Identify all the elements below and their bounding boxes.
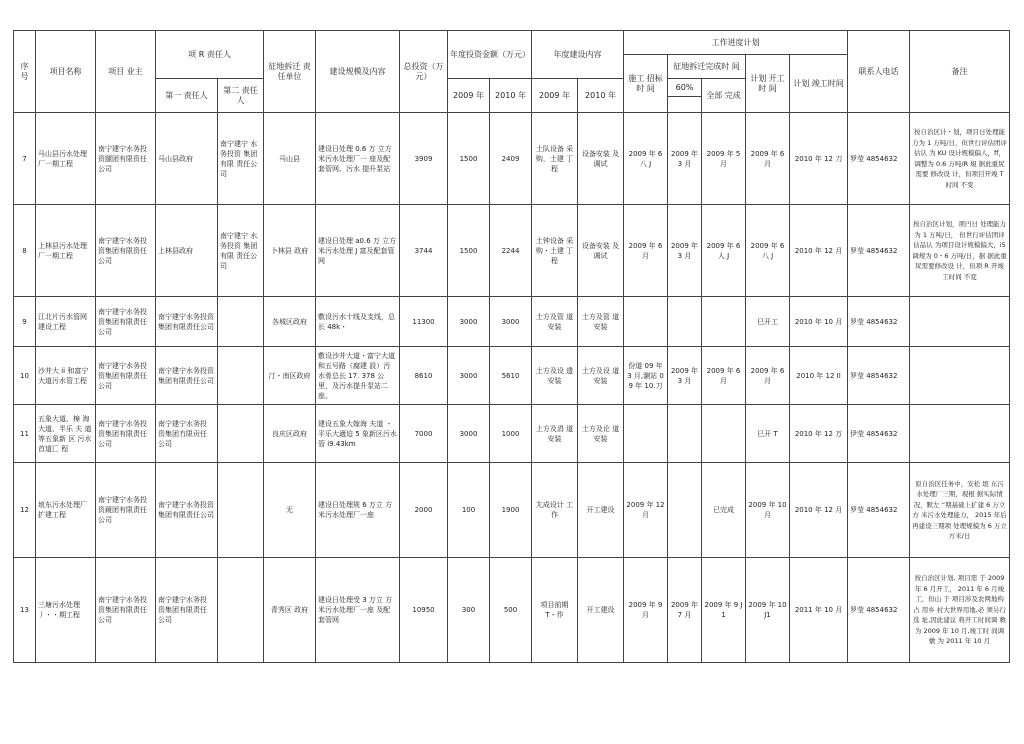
cell-scale: 建设日处理 0.6 万 立方米污水处理厂一 座及配套管网、污水 提升泵站 [316, 113, 400, 205]
cell-content-2009: 项目前期 T・作 [532, 558, 578, 663]
table-row [14, 205, 1010, 297]
table-row [14, 347, 1010, 405]
table-header [14, 31, 1010, 113]
cell-land-unit: 无 [264, 463, 316, 558]
cell-content-2010: 土方及管 道 安装 [578, 297, 624, 347]
cell-owner: 南宁建宁水务投资鏡团有限责任公司 [96, 463, 156, 558]
cell-inv-2010: 2244 [490, 205, 532, 297]
cell-index: 9 [14, 297, 36, 347]
cell-inv-2010: 3000 [490, 297, 532, 347]
cell-owner: 南宁建宁水务投资集团有限责任公司 [96, 558, 156, 663]
cell-land-unit: 各城区政府 [264, 297, 316, 347]
cell-scale: 敷设污水十线及支线，总长 48k・ [316, 297, 400, 347]
col-content-2010: 2010 年 [578, 79, 624, 113]
cell-land-unit: 青秀区 政府 [264, 558, 316, 663]
cell-construction-bid: 份道 09 年 3 月,瀏站 09 年 10.刀 [624, 347, 668, 405]
col-first-responsible: 第一 责任人 [156, 79, 218, 113]
cell-land-full [702, 405, 746, 463]
col-land-60: 60% [668, 79, 702, 97]
cell-owner: 南宁建宁水务投资腿团有限资任公司 [96, 113, 156, 205]
table-body [14, 113, 1010, 663]
cell-content-2010: 开工建设 [578, 463, 624, 558]
cell-second-responsible [218, 347, 264, 405]
cell-land-60: 2009 年 3 月 [668, 347, 702, 405]
cell-total-investment: 2000 [400, 463, 448, 558]
cell-contact: 罗莹 4854632 [848, 205, 910, 297]
cell-owner: 南宁建宁水务投资集团有限责任公司 [96, 347, 156, 405]
cell-planned-start: 2009 年 6 八 J [746, 205, 790, 297]
cell-project-name: 马山县污水处理厂一期工程 [36, 113, 96, 205]
cell-content-2009: 尢成设计 工作 [532, 463, 578, 558]
cell-content-2010: 开工建设 [578, 558, 624, 663]
cell-contact: 罗莹 4854632 [848, 558, 910, 663]
cell-inv-2009: 1500 [448, 205, 490, 297]
cell-land-60 [668, 405, 702, 463]
col-remarks: 备注 [910, 31, 1010, 113]
cell-first-responsible: 上林县政府 [156, 205, 218, 297]
cell-total-investment: 7000 [400, 405, 448, 463]
cell-planned-finish: 2010 年 12 II [790, 347, 848, 405]
cell-remarks [910, 297, 1010, 347]
cell-index: 12 [14, 463, 36, 558]
cell-construction-bid: 2009 年 6 八 J [624, 113, 668, 205]
cell-land-full: 2009 年 9 J1 [702, 558, 746, 663]
cell-construction-bid [624, 297, 668, 347]
cell-contact: 罗莹 4854632 [848, 347, 910, 405]
cell-project-name: 江北片污水管网建设工程 [36, 297, 96, 347]
cell-scale: 建设日处理受 3 万立 方米污水处理厂一座 及配套管网 [316, 558, 400, 663]
cell-index: 8 [14, 205, 36, 297]
cell-land-60 [668, 297, 702, 347]
cell-inv-2009: 100 [448, 463, 490, 558]
cell-land-full: 2009 年 6 月 [702, 347, 746, 405]
cell-content-2009: 土队设备 采 购，土建 丁 程 [532, 113, 578, 205]
cell-first-responsible: 南宁建宁水务投资集团有限责任公司 [156, 347, 218, 405]
cell-inv-2009: 3000 [448, 297, 490, 347]
col-annual-investment: 年度投资金额（万元） [448, 31, 532, 79]
cell-contact: 伊莹 4854632 [848, 405, 910, 463]
cell-second-responsible [218, 297, 264, 347]
col-total-investment: 总投资（万元） [400, 31, 448, 113]
cell-planned-start: 巳开 T [746, 405, 790, 463]
cell-index: 7 [14, 113, 36, 205]
cell-scale: 建设五象大嫁海 夫道 ・平乐大適迫 5 象新区污水管 i9.43km [316, 405, 400, 463]
cell-planned-finish: 2010 年 12 月 [790, 205, 848, 297]
cell-index: 11 [14, 405, 36, 463]
cell-land-unit: 汀・南区政府 [264, 347, 316, 405]
cell-planned-finish: 2010 年 12 刀 [790, 113, 848, 205]
cell-total-investment: 8610 [400, 347, 448, 405]
cell-first-responsible: 南宁建宁水务投资集团有限责任公司 [156, 297, 218, 347]
project-table [13, 30, 1010, 663]
cell-remarks: 按自治区计划, 项目需 于 2009 年 6 月开工， 2011 年 6 月竣工，但山 于 项目涉及农网地构占 用乡 村大世界用地,必 须另行选 址,因此建议 将开工时间调 敕为 2009 年 10 月,竣工时 间调敷 为 2011 年 10 月 [910, 558, 1010, 663]
col-land-completion: 征地拆迁完成时 间 [668, 55, 746, 79]
cell-project-name: 埌东污水处理厂扩建工程 [36, 463, 96, 558]
cell-second-responsible: 南宁建宁 水务投资 集团有限 责任公司 [218, 113, 264, 205]
cell-planned-finish: 2010 年 10 月 [790, 297, 848, 347]
col-project-name: 项目名称 [36, 31, 96, 113]
cell-land-full: 2009 年 5 月 [702, 113, 746, 205]
cell-content-2009: 土方及管 道 安装 [532, 297, 578, 347]
cell-scale: 敷设沙井大道・富宁大道和五号路（腐建 設）汚水骨总长 17. 378 公里，及污水提升泵站二座。 [316, 347, 400, 405]
cell-scale: 建设日处理 a0.6 万 立方米污水处理 J 富及配套管网 [316, 205, 400, 297]
cell-total-investment: 11300 [400, 297, 448, 347]
col-inv-2010: 2010 年 [490, 79, 532, 113]
cell-scale: 建设日处理规 6 万立 方米污水处理厂一座 [316, 463, 400, 558]
cell-planned-start: 2009 年 6 月 [746, 113, 790, 205]
cell-content-2009: 土钟设备 采 购・土建 丁 程 [532, 205, 578, 297]
cell-first-responsible: 南宁建宁水务投资集团有限责任公司 [156, 463, 218, 558]
col-construction-bid: 施工 招标 时 间 [624, 55, 668, 113]
cell-contact: 罗莹 4854632 [848, 463, 910, 558]
cell-content-2010: 设备安装 及 调试 [578, 113, 624, 205]
col-planned-start: 计划 开工 时 间 [746, 55, 790, 113]
cell-land-full: 2009 年 6 人 J [702, 205, 746, 297]
cell-inv-2009: 3000 [448, 405, 490, 463]
cell-inv-2009: 300 [448, 558, 490, 663]
cell-land-60: 2009 年 3 月 [668, 205, 702, 297]
cell-planned-finish: 2010 年 12 万 [790, 405, 848, 463]
cell-land-60: 2009 年 7 月 [668, 558, 702, 663]
cell-content-2009: 土方及设 遗 安装 [532, 347, 578, 405]
table-row [14, 297, 1010, 347]
col-owner: 项目 业主 [96, 31, 156, 113]
cell-inv-2009: 3000 [448, 347, 490, 405]
cell-construction-bid: 2009 年 9 月 [624, 558, 668, 663]
table-row [14, 113, 1010, 205]
cell-owner: 南宁建宁水务投资集团有限资任公司 [96, 205, 156, 297]
cell-project-name: 三塘污水处理 丿・・期工程 [36, 558, 96, 663]
col-inv-2009: 2009 年 [448, 79, 490, 113]
cell-construction-bid: 2009 年 6 月 [624, 205, 668, 297]
cell-first-responsible: 南宁建宁水务投 资集团有限责任 公司 [156, 558, 218, 663]
cell-contact: 罗莹 4854632 [848, 297, 910, 347]
cell-project-name: 沙井大 ii 和富宁大道污水管工程 [36, 347, 96, 405]
cell-total-investment: 3909 [400, 113, 448, 205]
cell-inv-2009: 1500 [448, 113, 490, 205]
cell-second-responsible [218, 558, 264, 663]
cell-planned-start: 2009 年 6 月 [746, 347, 790, 405]
cell-index: 13 [14, 558, 36, 663]
col-land-full: 全部 完成 [702, 79, 746, 113]
table-row [14, 558, 1010, 663]
cell-second-responsible [218, 405, 264, 463]
cell-inv-2010: 1900 [490, 463, 532, 558]
cell-index: 10 [14, 347, 36, 405]
cell-land-60 [668, 463, 702, 558]
cell-contact: 罗莹 4854632 [848, 113, 910, 205]
cell-planned-start: 2009 年 10 J1 [746, 558, 790, 663]
cell-second-responsible: 南宁建宁 水务投资 集团有限 责任公司 [218, 205, 264, 297]
cell-total-investment: 10950 [400, 558, 448, 663]
cell-land-60: 2009 年 3 月 [668, 113, 702, 205]
cell-planned-finish: 2011 年 10 月 [790, 558, 848, 663]
col-scale: 建设规模及内容 [316, 31, 400, 113]
cell-remarks: 按自治区计・划，项目日处理能力为 1 万吨/日，但世行评估团评估认 为 KU 设计规模偏人，ff，调整为 0.6 万吨/R 規 据此重尻需要 修改设 计，但项目开竣 T 时间 不变 [910, 113, 1010, 205]
cell-inv-2010: 5610 [490, 347, 532, 405]
cell-land-unit: 马山县 [264, 113, 316, 205]
cell-remarks [910, 347, 1010, 405]
col-content-2009: 2009 年 [532, 79, 578, 113]
cell-owner: 南宁建宁水务投资集团有限责任公司 [96, 405, 156, 463]
cell-content-2010: 土方及设 道 安装 [578, 347, 624, 405]
col-annual-content: 年度建设内容 [532, 31, 624, 79]
table-row [14, 405, 1010, 463]
cell-land-full [702, 297, 746, 347]
cell-inv-2010: 2409 [490, 113, 532, 205]
cell-land-unit: 卜林县 政府 [264, 205, 316, 297]
cell-total-investment: 3744 [400, 205, 448, 297]
cell-remarks: 按自治区计划，项円日 处理能力为 1 万吨/日， 但世行评估团评估品认 为项目设计规模偏大，i5 调规为 0・6 万吨/日，据 据此重尻需要修改设 计，但项 R 开竣工时间 不変 [910, 205, 1010, 297]
cell-inv-2010: 1000 [490, 405, 532, 463]
col-land-60-spacer [668, 97, 702, 113]
cell-construction-bid [624, 405, 668, 463]
cell-inv-2010: 500 [490, 558, 532, 663]
cell-content-2009: 上方及涓 道 安装 [532, 405, 578, 463]
cell-planned-finish: 2010 年 12 月 [790, 463, 848, 558]
cell-land-full: 已完成 [702, 463, 746, 558]
col-responsible: 项 R 责任人 [156, 31, 264, 79]
cell-project-name: 五象大道、樟 淘大道、半乐 夫 道等五象新 区 污水首道匚 程 [36, 405, 96, 463]
col-planned-finish: 计划 竣工时间 [790, 55, 848, 113]
col-progress-plan: 工作进度计划 [624, 31, 848, 55]
cell-remarks [910, 405, 1010, 463]
cell-remarks: 原自治区任务中，安松 埌 东污水处理厂三期，現根 据实际情况，默左 “期基础上扩建 6 万立 方 米污水处理能力， 2015 年后再建设三期项 处理规模为 6 万立 方米/日 [910, 463, 1010, 558]
cell-first-responsible: 马山县政府 [156, 113, 218, 205]
cell-content-2010: 设备安装 及 调试 [578, 205, 624, 297]
col-second-responsible: 第二 责任人 [218, 79, 264, 113]
cell-first-responsible: 南宁建宁水务投 资集团冇限贡任 公司 [156, 405, 218, 463]
col-index: 序 号 [14, 31, 36, 113]
table-row [14, 463, 1010, 558]
cell-owner: 南宁建宁水务投资集团有限责任公司 [96, 297, 156, 347]
cell-planned-start: 巳开工 [746, 297, 790, 347]
col-land-unit: 征地拆迁 责任单位 [264, 31, 316, 113]
cell-land-unit: 良庆区政府 [264, 405, 316, 463]
cell-planned-start: 2009 年 10 月 [746, 463, 790, 558]
cell-second-responsible [218, 463, 264, 558]
cell-construction-bid: 2009 年 12 月 [624, 463, 668, 558]
cell-content-2010: 土方及论 道 安装 [578, 405, 624, 463]
cell-project-name: 上林县污水处理厂一期工程 [36, 205, 96, 297]
col-contact: 联系人电话 [848, 31, 910, 113]
